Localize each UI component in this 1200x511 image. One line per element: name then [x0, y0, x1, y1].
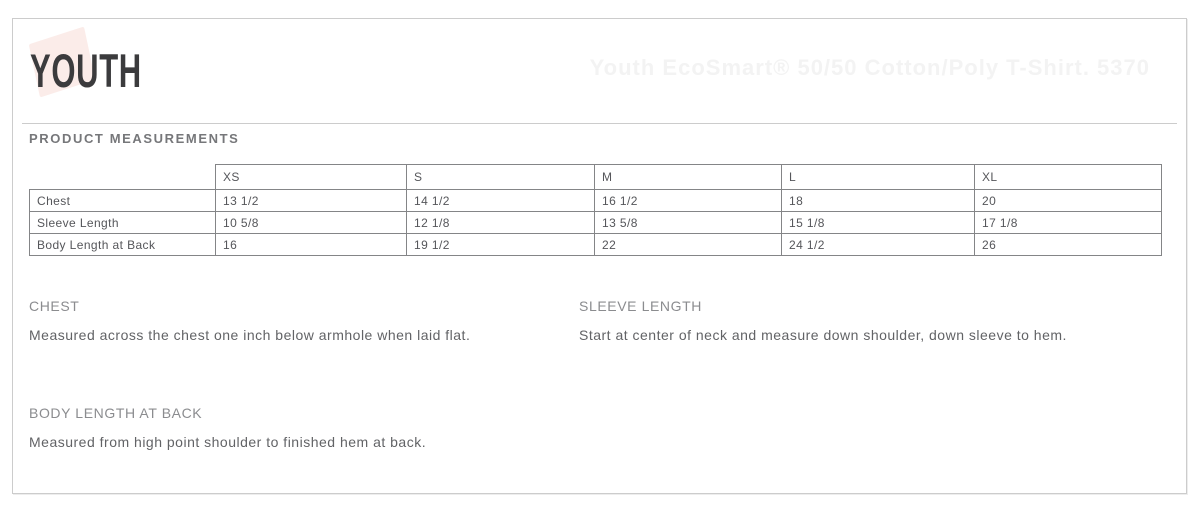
- measurement-cell: 16 1/2: [595, 190, 782, 212]
- table-row-body-length-at-back: [30, 234, 1162, 256]
- measurement-cell: 24 1/2: [782, 234, 975, 256]
- measurement-cell: 18: [782, 190, 975, 212]
- size-col-header-l: L: [782, 165, 975, 190]
- definition-heading: BODY LENGTH AT BACK: [29, 405, 203, 421]
- definition-text: Measured from high point shoulder to finished hem at back.: [29, 434, 427, 450]
- definition-text: Measured across the chest one inch below armhole when laid flat.: [29, 327, 471, 343]
- size-col-header-xl: XL: [975, 165, 1162, 190]
- section-title: PRODUCT MEASUREMENTS: [29, 131, 240, 146]
- size-col-header-xs: XS: [216, 165, 407, 190]
- row-label: Sleeve Length: [30, 212, 216, 234]
- page-frame: [12, 18, 1187, 494]
- measurement-cell: 13 5/8: [595, 212, 782, 234]
- definition-chest: [29, 298, 574, 347]
- measurement-cell: 15 1/8: [782, 212, 975, 234]
- measurement-cell: 26: [975, 234, 1162, 256]
- definition-body-length-at-back: [29, 405, 574, 454]
- table-row-chest: [30, 190, 1162, 212]
- measurement-cell: 22: [595, 234, 782, 256]
- product-title-watermark: Youth EcoSmart® 50/50 Cotton/Poly T-Shirt. 5370: [589, 55, 1150, 80]
- header-divider: [22, 123, 1177, 124]
- row-label: Chest: [30, 190, 216, 212]
- size-header-row: [30, 165, 1162, 190]
- table-row-sleeve-length: [30, 212, 1162, 234]
- measurement-cell: 10 5/8: [216, 212, 407, 234]
- measurement-cell: 17 1/8: [975, 212, 1162, 234]
- definition-sleeve-length: [579, 298, 1087, 347]
- measurements-table: [29, 164, 1162, 256]
- brand-title: YOUTH: [30, 44, 142, 97]
- measurement-cell: 19 1/2: [407, 234, 595, 256]
- size-col-header-m: M: [595, 165, 782, 190]
- definition-heading: CHEST: [29, 298, 80, 314]
- measurement-cell: 16: [216, 234, 407, 256]
- definition-heading: SLEEVE LENGTH: [579, 298, 702, 314]
- size-col-header-s: S: [407, 165, 595, 190]
- definition-text: Start at center of neck and measure down shoulder, down sleeve to hem.: [579, 327, 1067, 343]
- measurement-cell: 20: [975, 190, 1162, 212]
- row-label: Body Length at Back: [30, 234, 216, 256]
- measurement-cell: 13 1/2: [216, 190, 407, 212]
- measurement-cell: 12 1/8: [407, 212, 595, 234]
- header-ghost-cell: [30, 165, 216, 190]
- measurement-cell: 14 1/2: [407, 190, 595, 212]
